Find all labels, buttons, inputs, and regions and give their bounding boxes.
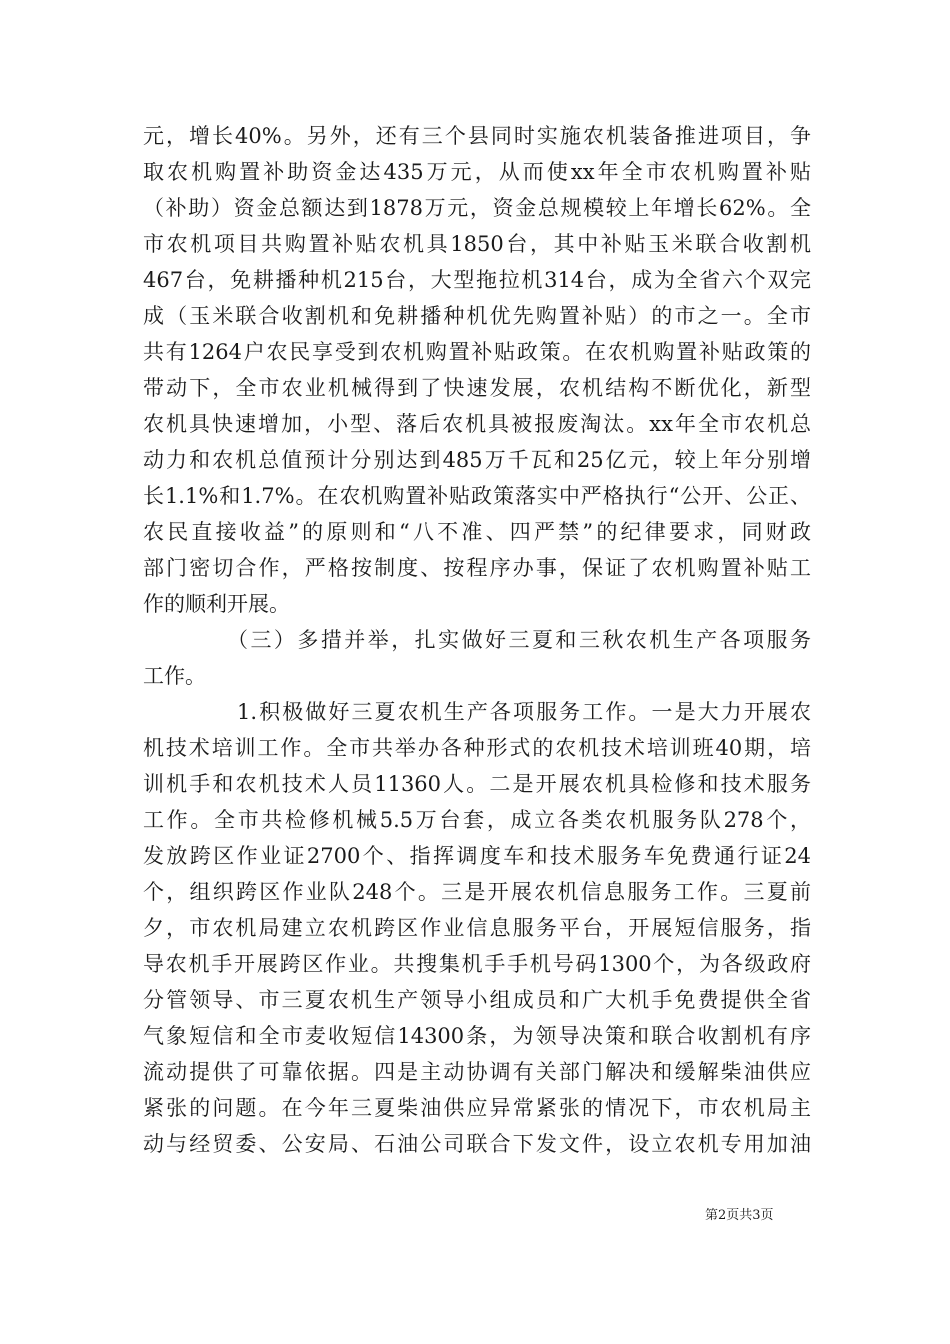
text-line-3: （补助）资金总额达到1878万元，资金总规模较上年增长62%。全: [143, 196, 811, 220]
text-line-19: 训机手和农机技术人员11360人。二是开展农机具检修和技术服务: [143, 772, 811, 796]
text-line-5: 467台，免耕播种机215台，大型拖拉机314台，成为全省六个双完: [143, 268, 811, 292]
text-line-9: 农机具快速增加，小型、落后农机具被报废淘汰。xx年全市农机总: [143, 412, 811, 436]
text-line-6: 成（玉米联合收割机和免耕播种机优先购置补贴）的市之一。全市: [143, 304, 811, 328]
text-line-8: 带动下，全市农业机械得到了快速发展，农机结构不断优化，新型: [143, 376, 811, 400]
text-line-11: 长1.1%和1.7%。在农机购置补贴政策落实中严格执行“公开、公正、: [143, 484, 811, 508]
text-line-10: 动力和农机总值预计分别达到485万千瓦和25亿元，较上年分别增: [143, 448, 811, 472]
text-line-29: 动与经贸委、公安局、石油公司联合下发文件，设立农机专用加油: [143, 1132, 811, 1156]
text-line-7: 共有1264户农民享受到农机购置补贴政策。在农机购置补贴政策的: [143, 340, 811, 364]
text-line-28: 紧张的问题。在今年三夏柴油供应异常紧张的情况下，市农机局主: [143, 1096, 811, 1120]
text-line-14: 作的顺利开展。: [143, 592, 290, 616]
text-line-23: 夕，市农机局建立农机跨区作业信息服务平台，开展短信服务，指: [143, 916, 811, 940]
text-line-26: 气象短信和全市麦收短信14300条，为领导决策和联合收割机有序: [143, 1024, 811, 1048]
text-line-12: 农民直接收益”的原则和“八不准、四严禁”的纪律要求，同财政: [143, 520, 811, 544]
text-line-1: 元，增长40%。另外，还有三个县同时实施农机装备推进项目，争: [143, 124, 811, 148]
text-line-21: 发放跨区作业证2700个、指挥调度车和技术服务车免费通行证24: [143, 844, 811, 868]
text-line-4: 市农机项目共购置补贴农机具1850台，其中补贴玉米联合收割机: [143, 232, 811, 256]
text-line-2: 取农机购置补助资金达435万元，从而使xx年全市农机购置补贴: [143, 160, 811, 184]
body-text: [143, 118, 811, 1162]
text-line-20: 工作。全市共检修机械5.5万台套，成立各类农机服务队278个，: [143, 808, 811, 832]
text-line-24: 导农机手开展跨区作业。共搜集机手手机号码1300个，为各级政府: [143, 952, 811, 976]
text-line-27: 流动提供了可靠依据。四是主动协调有关部门解决和缓解柴油供应: [143, 1060, 811, 1084]
text-line-22: 个，组织跨区作业队248个。三是开展农机信息服务工作。三夏前: [143, 880, 811, 904]
section-heading-line-2: 工作。: [143, 664, 206, 688]
item-heading-line: 1.积极做好三夏农机生产各项服务工作。一是大力开展农: [237, 700, 811, 724]
section-heading-line-1: （三）多措并举，扎实做好三夏和三秋农机生产各项服务: [227, 628, 811, 652]
page-number-footer: 第2页共3页: [705, 1208, 774, 1223]
text-line-25: 分管领导、市三夏农机生产领导小组成员和广大机手免费提供全省: [143, 988, 811, 1012]
text-line-18: 机技术培训工作。全市共举办各种形式的农机技术培训班40期，培: [143, 736, 811, 760]
text-line-13: 部门密切合作，严格按制度、按程序办事，保证了农机购置补贴工: [143, 556, 811, 580]
